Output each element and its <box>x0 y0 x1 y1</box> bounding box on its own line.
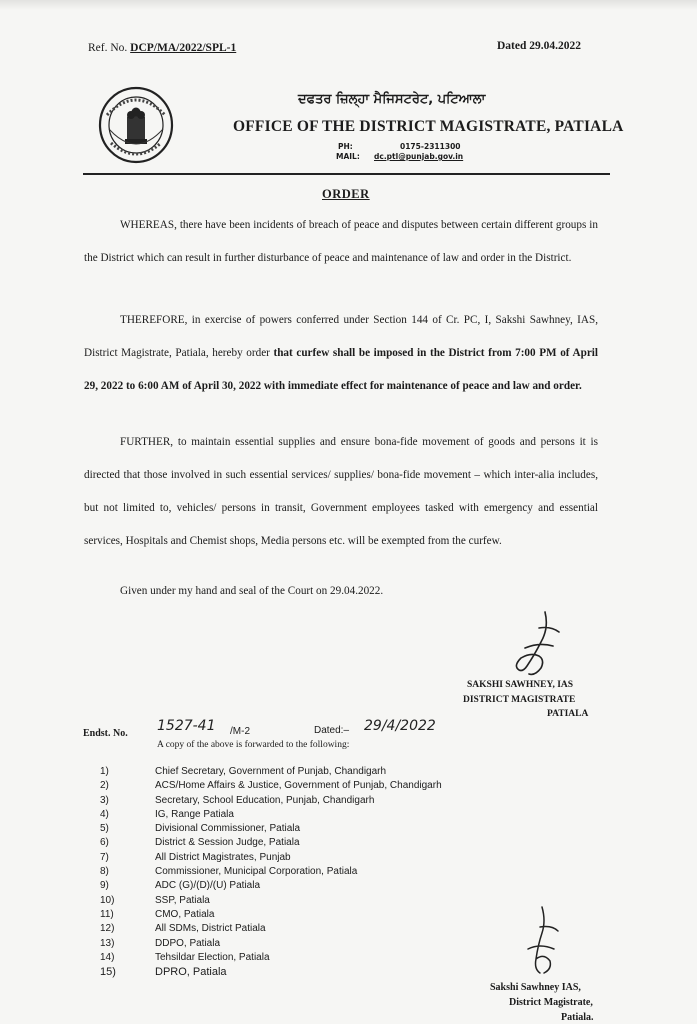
paragraph-whereas <box>84 209 598 275</box>
mail-address[interactable]: dc.ptl@punjab.gov.in <box>374 152 464 161</box>
list-item-number: 9) <box>100 880 109 892</box>
signature-image <box>505 608 565 680</box>
order-title: ORDER <box>322 187 370 201</box>
list-item-number: 5) <box>100 823 109 835</box>
list-item-text: IG, Range Patiala <box>155 808 234 820</box>
ref-label: Ref. No. <box>88 42 128 54</box>
list-item-text: SSP, Patiala <box>155 894 210 906</box>
signatory-designation: DISTRICT MAGISTRATE <box>463 695 576 705</box>
list-item-number: 7) <box>100 851 109 863</box>
header-date: Dated 29.04.2022 <box>497 40 582 52</box>
list-item-text: Commissioner, Municipal Corporation, Patiala <box>155 866 358 878</box>
paragraph-given-under: Given under my hand and seal of the Court on 29.04.2022. <box>120 585 384 597</box>
list-item-number: 11) <box>100 908 114 920</box>
phone-label: PH: <box>338 142 353 151</box>
ref-value: DCP/MA/2022/SPL-1 <box>130 42 237 54</box>
paragraph-therefore-text: THEREFORE, in exercise of powers conferred under Section 144 of Cr. PC, I, Sakshi Sawhney, IAS, District Magistrate, Patiala, hereby order <box>84 314 598 359</box>
list-item-text: ADC (G)/(D)/(U) Patiala <box>155 880 261 892</box>
signatory2-place: Patiala. <box>561 1012 594 1023</box>
scan-edge-shade <box>0 0 697 10</box>
header-divider <box>83 173 610 175</box>
list-item-text: Secretary, School Education, Punjab, Chandigarh <box>155 794 375 806</box>
copy-forwarded-line: A copy of the above is forwarded to the following: <box>157 740 350 750</box>
endorsement-label: Endst. No. <box>83 728 128 739</box>
list-item-number: 10) <box>100 894 115 906</box>
list-item-text: ACS/Home Affairs & Justice, Government of Punjab, Chandigarh <box>155 780 442 792</box>
list-item-number: 2) <box>100 780 109 792</box>
list-item-number: 12) <box>100 923 115 935</box>
office-name-english: OFFICE OF THE DISTRICT MAGISTRATE, PATIALA <box>233 118 624 135</box>
list-item-text: All District Magistrates, Punjab <box>155 851 291 863</box>
list-item-text: Tehsildar Election, Patiala <box>155 951 270 963</box>
reference-number <box>88 42 236 54</box>
list-item-number: 15) <box>100 966 116 979</box>
list-item-number: 13) <box>100 937 115 949</box>
endorsement-dated-label: Dated:– <box>314 725 350 736</box>
paragraph-whereas-text: WHEREAS, there have been incidents of breach of peace and disputes between certain different groups in the District which can result in further disturbance of peace and maintenance of law and order in the District. <box>84 219 598 264</box>
signatory2-designation: District Magistrate, <box>509 997 593 1008</box>
endorsement-suffix: /M-2 <box>230 726 250 737</box>
list-item-text: District & Session Judge, Patiala <box>155 837 300 849</box>
signatory2-name: Sakshi Sawhney IAS, <box>490 982 581 993</box>
district-magistrate-seal-icon <box>97 85 175 165</box>
endorsement-number-handwritten: 1527-41 <box>157 718 216 734</box>
list-item-number: 6) <box>100 837 109 849</box>
signature-image <box>520 903 564 979</box>
office-name-punjabi: ਦਫਤਰ ਜ਼ਿਲ੍ਹਾ ਮੈਜਿਸਟਰੇਟ, ਪਟਿਆਲਾ <box>298 92 486 107</box>
paragraph-therefore <box>84 304 598 403</box>
mail-label: MAIL: <box>336 152 360 161</box>
curfew-order-text: that curfew shall be imposed in the District from 7:00 PM of April 29, 2022 to 6:00 AM of April 30, 2022 with immediate effect for maintenance of peace and law and order. <box>84 347 598 392</box>
signatory-name: SAKSHI SAWHNEY, IAS <box>467 680 574 690</box>
list-item-number: 4) <box>100 808 109 820</box>
paragraph-further <box>84 426 598 558</box>
list-item-text: DPRO, Patiala <box>155 966 227 979</box>
list-item-text: Divisional Commissioner, Patiala <box>155 823 301 835</box>
phone-number: 0175-2311300 <box>400 142 461 151</box>
list-item-text: CMO, Patiala <box>155 908 215 920</box>
list-item-number: 3) <box>100 794 109 806</box>
list-item-text: DDPO, Patiala <box>155 937 221 949</box>
list-item-number: 14) <box>100 951 115 963</box>
signatory-place: PATIALA <box>547 709 589 719</box>
list-item-text: All SDMs, District Patiala <box>155 923 266 935</box>
endorsement-date-handwritten: 29/4/2022 <box>364 718 436 734</box>
list-item-text: Chief Secretary, Government of Punjab, Chandigarh <box>155 766 387 777</box>
list-item-number: 8) <box>100 866 109 878</box>
paragraph-further-text: FURTHER, to maintain essential supplies and ensure bona-fide movement of goods and persons it is directed that those involved in such essential services/ supplies/ bona-fide movement – which inter-alia includes, but not limited to, vehicles/ persons in transit, Government employees tasked with emergency and essential services, Hospitals and Chemist shops, Media persons etc. will be exempted from the curfew. <box>84 436 598 547</box>
list-item-number: 1) <box>100 766 109 777</box>
